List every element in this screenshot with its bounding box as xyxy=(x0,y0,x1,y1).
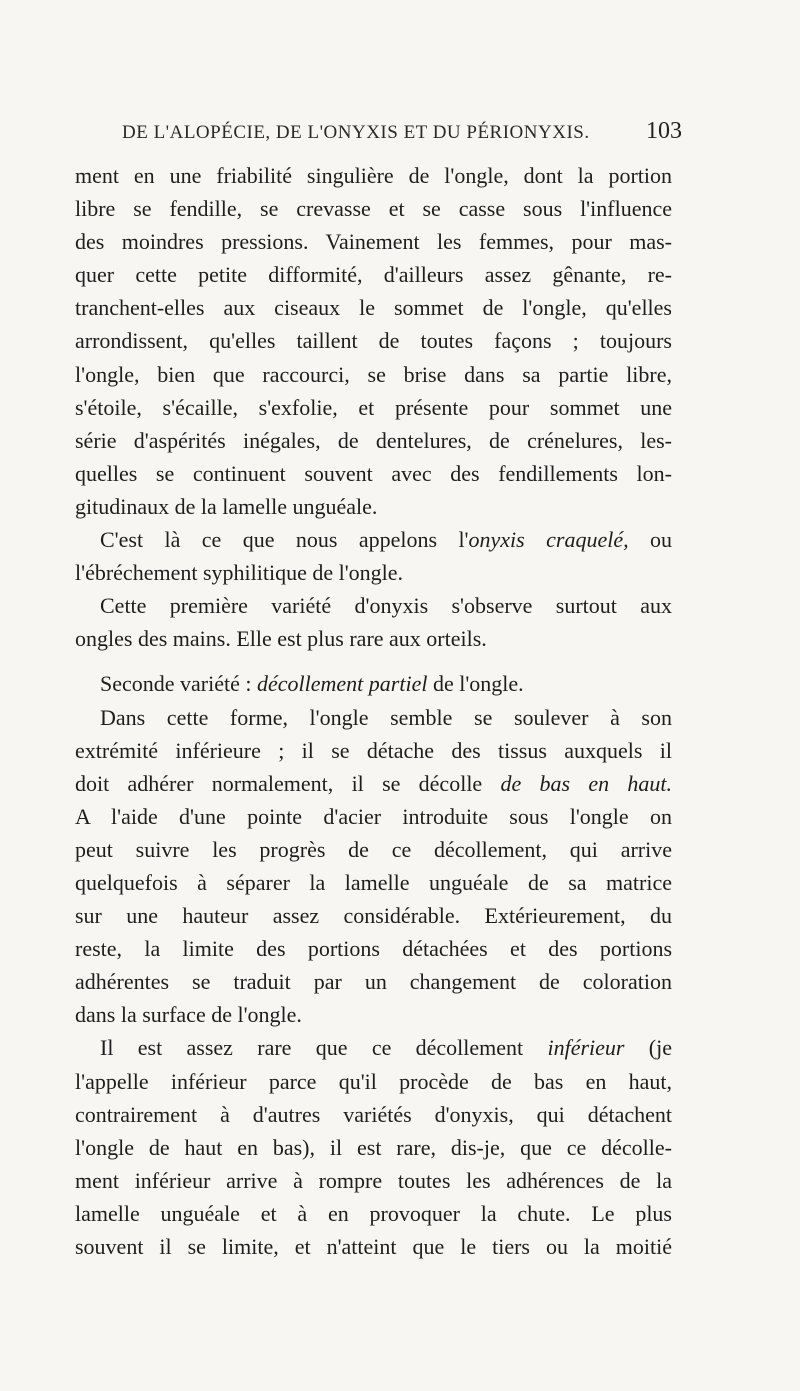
text-line: ment en une friabilité singulière de l'ongle, dont la portion xyxy=(75,163,672,188)
text-span: C'est là ce que nous appelons l' xyxy=(100,527,469,553)
text-line: s'étoile, s'écaille, s'exfolie, et présente pour sommet une xyxy=(75,394,672,420)
text-line: l'appelle inférieur parce qu'il procède de bas en haut, xyxy=(75,1068,672,1094)
text-line: dans la surface de l'ongle. xyxy=(75,1002,302,1028)
italic-term: onyxis craquelé, xyxy=(468,527,629,553)
text-line: souvent il se limite, et n'atteint que le tiers ou la moitié xyxy=(75,1234,672,1259)
text-line: adhérentes se traduit par un changement de coloration xyxy=(75,969,672,995)
text-line: contrairement à d'autres variétés d'onyxis, qui détachent xyxy=(75,1101,672,1127)
text-line: ment inférieur arrive à rompre toutes les adhérences de la xyxy=(75,1167,672,1193)
section-heading xyxy=(75,667,672,700)
text-line: reste, la limite des portions détachées et des portions xyxy=(75,936,672,962)
text-line: Cette première variété d'onyxis s'observe surtout aux xyxy=(100,593,672,619)
text-line: série d'aspérités inégales, de dentelures, de crénelures, les- xyxy=(75,427,672,453)
text-span: ou xyxy=(628,527,672,553)
text-line: l'ongle de haut en bas), il est rare, dis-je, que ce décolle- xyxy=(75,1134,672,1160)
text-line: Dans cette forme, l'ongle semble se soulever à son xyxy=(100,704,672,730)
text-span: Seconde variété : xyxy=(100,671,257,697)
text-line: l'ébréchement syphilitique de l'ongle. xyxy=(75,560,404,586)
text-line xyxy=(75,1031,672,1064)
paragraph-6 xyxy=(75,1031,672,1263)
text-line: arrondissent, qu'elles taillent de toutes façons ; toujours xyxy=(75,328,672,354)
text-line: quer cette petite difformité, d'ailleurs assez gênante, re- xyxy=(75,262,672,288)
text-span: (je xyxy=(624,1035,673,1061)
text-line xyxy=(75,523,672,556)
text-line xyxy=(75,767,672,800)
paragraph-5 xyxy=(75,701,672,1032)
page-number: 103 xyxy=(646,118,682,144)
text-line: sur une hauteur assez considérable. Extérieurement, du xyxy=(75,903,672,929)
text-line: l'ongle, bien que raccourci, se brise dans sa partie libre, xyxy=(75,361,672,387)
text-line: tranchent-elles aux ciseaux le sommet de l'ongle, qu'elles xyxy=(75,295,672,321)
text-line: quelles se continuent souvent avec des fendillements lon- xyxy=(75,460,672,486)
text-line xyxy=(75,667,672,700)
italic-term: décollement partiel xyxy=(257,671,428,697)
text-span: Il est assez rare que ce décollement xyxy=(100,1035,548,1061)
paragraph-2 xyxy=(75,523,672,589)
text-line: lamelle unguéale et à en provoquer la chute. Le plus xyxy=(75,1200,672,1226)
text-span: doit adhérer normalement, il se décolle xyxy=(75,770,501,796)
paragraph-3 xyxy=(75,589,672,655)
page-header xyxy=(122,118,682,152)
italic-term: de bas en haut. xyxy=(500,770,673,796)
text-line: peut suivre les progrès de ce décollement, qui arrive xyxy=(75,836,672,862)
text-line: libre se fendille, se crevasse et se casse sous l'influence xyxy=(75,196,672,222)
text-line: quelquefois à séparer la lamelle unguéale de sa matrice xyxy=(75,869,672,895)
text-line: ongles des mains. Elle est plus rare aux orteils. xyxy=(75,626,487,652)
text-line: gitudinaux de la lamelle unguéale. xyxy=(75,493,378,519)
paragraph-1 xyxy=(75,159,672,523)
italic-term: inférieur xyxy=(547,1035,625,1061)
text-line: extrémité inférieure ; il se détache des tissus auxquels il xyxy=(75,737,672,763)
text-line: A l'aide d'une pointe d'acier introduite sous l'ongle on xyxy=(75,803,672,829)
text-line: des moindres pressions. Vainement les femmes, pour mas- xyxy=(75,229,672,255)
text-span: de l'ongle. xyxy=(427,671,524,697)
running-title: DE L'ALOPÉCIE, DE L'ONYXIS ET DU PÉRIONYXIS. xyxy=(122,122,590,143)
body-text xyxy=(75,159,672,1263)
